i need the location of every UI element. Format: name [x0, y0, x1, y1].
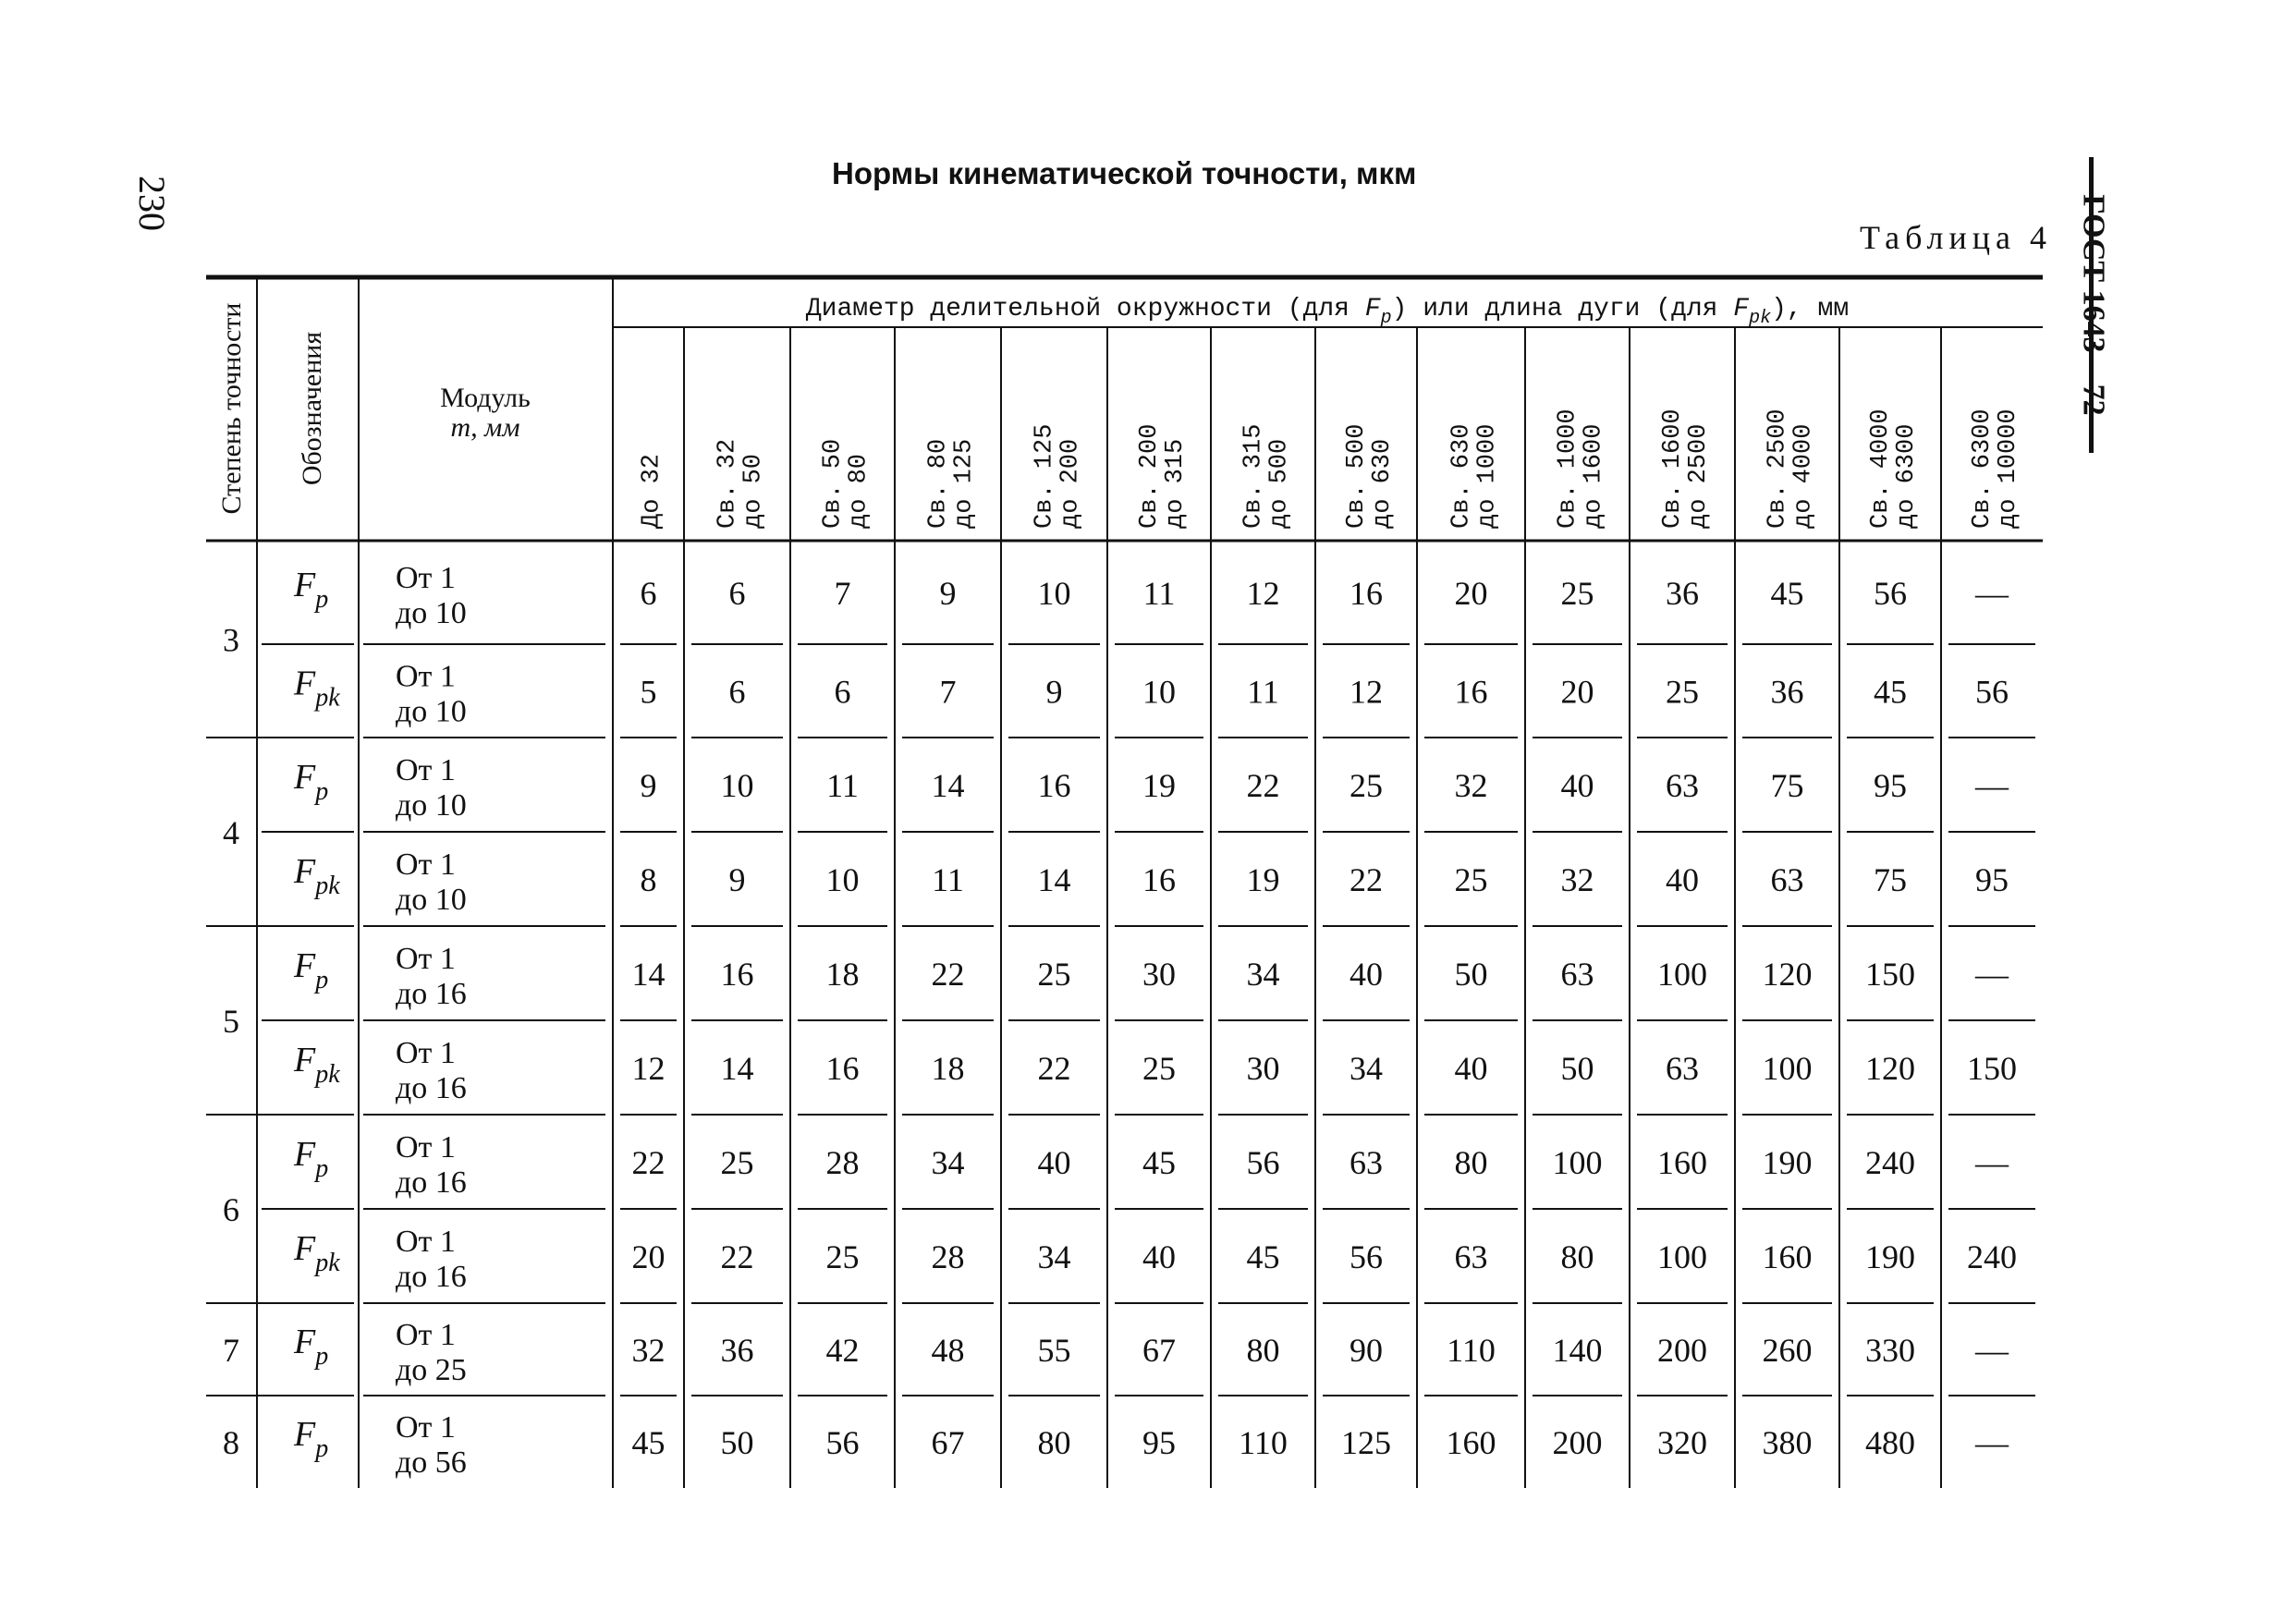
value-cell: 45	[1874, 673, 1907, 711]
value-cell: 6	[640, 575, 657, 612]
value-cell: 100	[1762, 1050, 1813, 1087]
value-cell: 95	[1975, 861, 2009, 898]
header-designation: Обозначения	[297, 331, 327, 486]
value-cell: 22	[720, 1238, 754, 1275]
value-cell: 56	[1246, 1144, 1280, 1181]
designation-subscript: pk	[315, 1249, 340, 1277]
value-cell: 18	[825, 956, 860, 993]
module-from: От 1	[396, 1036, 456, 1070]
value-cell: 22	[1350, 861, 1383, 898]
value-cell: 34	[1037, 1238, 1071, 1275]
value-cell: 32	[1454, 767, 1488, 804]
value-cell: 25	[825, 1238, 860, 1275]
value-cell: 200	[1657, 1332, 1707, 1369]
value-cell: 330	[1865, 1332, 1915, 1369]
value-cell: 40	[1142, 1238, 1176, 1275]
designation-symbol	[293, 1323, 328, 1371]
value-cell: 22	[1037, 1050, 1071, 1087]
value-cell: 120	[1762, 956, 1813, 993]
degree-label: 4	[223, 814, 239, 851]
page-number: 230	[131, 176, 174, 231]
range-header-13: Св. 4000	[1867, 409, 1895, 529]
value-cell: 9	[640, 767, 657, 804]
range-header-7: до 500	[1265, 438, 1294, 529]
value-cell: 12	[1350, 673, 1383, 711]
value-cell: 20	[1560, 673, 1594, 711]
designation-symbol	[293, 1135, 328, 1183]
range-header-13: до 6300	[1893, 423, 1921, 529]
value-cell: 160	[1446, 1424, 1496, 1461]
value-cell: 25	[1454, 861, 1488, 898]
degree-label: 6	[223, 1191, 239, 1228]
value-cell: 16	[720, 956, 754, 993]
designation-symbol	[293, 1415, 328, 1463]
range-header-5: Св. 125	[1031, 423, 1059, 529]
designation-symbol	[293, 946, 328, 994]
range-header-8: Св. 500	[1343, 423, 1371, 529]
value-cell: 16	[825, 1050, 860, 1087]
header-diameter-part: ) или длина дуги (для	[1391, 295, 1734, 323]
header-diameter-part: Диаметр делительной окружности (для	[805, 295, 1365, 323]
range-header-6: Св. 200	[1136, 423, 1164, 529]
designation-letter: F	[294, 1323, 316, 1361]
designation-letter: F	[294, 946, 316, 985]
value-cell: 16	[1142, 861, 1176, 898]
value-cell: 25	[1560, 575, 1594, 612]
value-cell: 11	[1142, 575, 1176, 612]
module-from: От 1	[396, 1130, 456, 1165]
value-cell: 22	[1246, 767, 1280, 804]
value-cell: 100	[1552, 1144, 1603, 1181]
value-cell: 90	[1350, 1332, 1383, 1369]
value-cell: 125	[1341, 1424, 1391, 1461]
designation-subscript: p	[315, 777, 329, 806]
designation-subscript: pk	[315, 1060, 340, 1089]
value-cell: 100	[1657, 1238, 1707, 1275]
value-cell: 120	[1865, 1050, 1915, 1087]
header-module-unit: m, мм	[450, 412, 520, 443]
header-diameter	[806, 295, 1849, 329]
value-cell: —	[1975, 1424, 2009, 1461]
designation-subscript: p	[315, 966, 329, 994]
value-cell: 40	[1350, 956, 1383, 993]
value-cell: 7	[939, 673, 957, 711]
value-cell: 56	[1350, 1238, 1383, 1275]
value-cell: 80	[1454, 1144, 1488, 1181]
value-cell: —	[1975, 1144, 2009, 1181]
value-cell: 22	[631, 1144, 666, 1181]
value-cell: 12	[1246, 575, 1280, 612]
value-cell: 14	[931, 767, 965, 804]
range-header-1: До 32	[638, 453, 666, 529]
module-to: до 10	[396, 883, 467, 917]
value-cell: 95	[1142, 1424, 1176, 1461]
value-cell: 28	[931, 1238, 965, 1275]
value-cell: 160	[1657, 1144, 1707, 1181]
module-from: От 1	[396, 848, 456, 882]
value-cell: 110	[1447, 1332, 1496, 1369]
value-cell: 32	[1560, 861, 1594, 898]
table-header	[216, 295, 2022, 529]
value-cell: 45	[1142, 1144, 1176, 1181]
value-cell: 190	[1865, 1238, 1915, 1275]
module-to: до 16	[396, 1071, 467, 1105]
module-to: до 16	[396, 1260, 467, 1294]
value-cell: 200	[1552, 1424, 1603, 1461]
designation-symbol	[293, 758, 328, 806]
value-cell: 20	[1454, 575, 1488, 612]
value-cell: 32	[631, 1332, 666, 1369]
value-cell: 380	[1762, 1424, 1813, 1461]
value-cell: 45	[631, 1424, 666, 1461]
value-cell: 50	[1454, 956, 1488, 993]
range-header-6: до 315	[1162, 438, 1190, 529]
designation-letter: F	[294, 1229, 316, 1268]
value-cell: 25	[1037, 956, 1071, 993]
page-title: Нормы кинематической точности, мкм	[832, 156, 1417, 190]
value-cell: 28	[825, 1144, 860, 1181]
range-header-2: Св. 32	[714, 438, 742, 529]
value-cell: 30	[1246, 1050, 1280, 1087]
value-cell: 18	[931, 1050, 965, 1087]
value-cell: 95	[1874, 767, 1907, 804]
value-cell: 50	[1560, 1050, 1594, 1087]
value-cell: 20	[631, 1238, 666, 1275]
value-cell: 55	[1037, 1332, 1071, 1369]
value-cell: 9	[1045, 673, 1063, 711]
value-cell: 40	[1560, 767, 1594, 804]
value-cell: 80	[1246, 1332, 1280, 1369]
value-cell: 320	[1657, 1424, 1707, 1461]
value-cell: 14	[1037, 861, 1071, 898]
value-cell: 25	[1142, 1050, 1176, 1087]
module-from: От 1	[396, 942, 456, 976]
value-cell: 30	[1142, 956, 1176, 993]
value-cell: 34	[1350, 1050, 1383, 1087]
value-cell: 67	[931, 1424, 965, 1461]
range-header-9: Св. 630	[1447, 423, 1476, 529]
module-to: до 10	[396, 788, 467, 823]
degree-label: 3	[223, 621, 239, 659]
header-diameter-part: p	[1380, 308, 1392, 329]
value-cell: 16	[1350, 575, 1383, 612]
value-cell: 14	[631, 956, 666, 993]
module-from: От 1	[396, 753, 456, 787]
module-from: От 1	[396, 561, 456, 595]
value-cell: 56	[1975, 673, 2009, 711]
value-cell: 6	[834, 673, 851, 711]
value-cell: 5	[640, 673, 657, 711]
value-cell: 45	[1770, 575, 1804, 612]
value-cell: 63	[1666, 767, 1699, 804]
value-cell: 10	[1142, 673, 1176, 711]
degree-label: 7	[223, 1332, 239, 1369]
value-cell: 48	[931, 1332, 965, 1369]
degree-label: 5	[223, 1003, 239, 1040]
header-module: Модуль	[440, 383, 531, 413]
range-header-14: до 10000	[1995, 409, 2022, 529]
value-cell: 6	[728, 673, 746, 711]
value-cell: 36	[720, 1332, 754, 1369]
table-label: Таблица 4	[1860, 219, 2052, 256]
value-cell: 6	[728, 575, 746, 612]
module-to: до 10	[396, 596, 467, 630]
header-degree: Степень точности	[216, 302, 247, 515]
module-from: От 1	[396, 1318, 456, 1352]
header-diameter-part: F	[1364, 295, 1381, 323]
value-cell: 25	[720, 1144, 754, 1181]
range-header-2: до 50	[739, 453, 768, 529]
range-header-3: до 80	[845, 453, 873, 529]
designation-subscript: p	[315, 1342, 329, 1371]
value-cell: 36	[1666, 575, 1699, 612]
designation-letter: F	[294, 1041, 316, 1079]
range-header-12: до 4000	[1789, 423, 1818, 529]
value-cell: 80	[1037, 1424, 1071, 1461]
designation-letter: F	[294, 566, 316, 604]
value-cell: 42	[825, 1332, 860, 1369]
value-cell: 10	[825, 861, 860, 898]
value-cell: 10	[1037, 575, 1071, 612]
range-header-12: Св. 2500	[1764, 409, 1792, 529]
range-header-4: Св. 80	[924, 438, 953, 529]
value-cell: 16	[1454, 673, 1488, 711]
header-diameter-part: F	[1733, 295, 1750, 323]
value-cell: 11	[826, 767, 859, 804]
value-cell: —	[1975, 956, 2009, 993]
value-cell: 19	[1246, 861, 1280, 898]
range-header-3: Св. 50	[819, 438, 848, 529]
standard-label: ГОСТ 1643—72	[2077, 194, 2112, 416]
designation-subscript: p	[315, 585, 329, 614]
value-cell: 100	[1657, 956, 1707, 993]
module-to: до 56	[396, 1445, 467, 1480]
value-cell: 190	[1762, 1144, 1813, 1181]
value-cell: 16	[1037, 767, 1071, 804]
designation-letter: F	[294, 1135, 316, 1174]
value-cell: 11	[932, 861, 964, 898]
value-cell: 56	[825, 1424, 860, 1461]
value-cell: 34	[931, 1144, 965, 1181]
value-cell: 63	[1666, 1050, 1699, 1087]
value-cell: —	[1975, 767, 2009, 804]
range-header-10: до 1600	[1580, 423, 1608, 529]
value-cell: 63	[1454, 1238, 1488, 1275]
module-to: до 16	[396, 1165, 467, 1200]
value-cell: 22	[931, 956, 965, 993]
module-to: до 10	[396, 694, 467, 729]
value-cell: 260	[1762, 1332, 1813, 1369]
designation-letter: F	[294, 758, 316, 797]
value-cell: 40	[1037, 1144, 1071, 1181]
value-cell: 240	[1865, 1144, 1915, 1181]
value-cell: 12	[631, 1050, 666, 1087]
value-cell: 7	[834, 575, 851, 612]
value-cell: 75	[1874, 861, 1907, 898]
value-cell: 34	[1246, 956, 1280, 993]
value-cell: 36	[1770, 673, 1804, 711]
value-cell: 110	[1239, 1424, 1288, 1461]
module-from: От 1	[396, 1410, 456, 1445]
range-header-8: до 630	[1369, 438, 1397, 529]
value-cell: 25	[1666, 673, 1699, 711]
value-cell: 63	[1770, 861, 1804, 898]
value-cell: 45	[1246, 1238, 1280, 1275]
value-cell: 40	[1454, 1050, 1488, 1087]
value-cell: 11	[1247, 673, 1279, 711]
value-cell: 50	[720, 1424, 754, 1461]
range-header-7: Св. 315	[1240, 423, 1268, 529]
value-cell: 67	[1142, 1332, 1176, 1369]
value-cell: 150	[1865, 956, 1915, 993]
designation-symbol	[293, 665, 340, 713]
designation-subscript: pk	[315, 683, 340, 713]
value-cell: —	[1975, 1332, 2009, 1369]
module-to: до 25	[396, 1353, 467, 1387]
header-diameter-part: ), мм	[1771, 295, 1850, 323]
module-to: до 16	[396, 977, 467, 1011]
value-cell: 63	[1560, 956, 1594, 993]
value-cell: 9	[939, 575, 957, 612]
value-cell: 8	[640, 861, 657, 898]
value-cell: 40	[1666, 861, 1699, 898]
module-from: От 1	[396, 659, 456, 694]
designation-symbol	[293, 852, 340, 900]
value-cell: 150	[1967, 1050, 2017, 1087]
value-cell: 9	[728, 861, 746, 898]
range-header-11: до 2500	[1685, 423, 1713, 529]
designation-letter: F	[294, 1415, 316, 1454]
value-cell: 160	[1762, 1238, 1813, 1275]
value-cell: 63	[1350, 1144, 1383, 1181]
designation-letter: F	[294, 664, 316, 703]
value-cell: 480	[1865, 1424, 1915, 1461]
value-cell: 56	[1874, 575, 1907, 612]
value-cell: 10	[720, 767, 754, 804]
header-diameter-part: pk	[1749, 308, 1772, 329]
designation-letter: F	[294, 852, 316, 891]
value-cell: 25	[1350, 767, 1383, 804]
range-header-4: до 125	[950, 438, 979, 529]
range-header-5: до 200	[1056, 438, 1085, 529]
value-cell: 19	[1142, 767, 1176, 804]
value-cell: 14	[720, 1050, 754, 1087]
range-header-11: Св. 1600	[1659, 409, 1687, 529]
designation-subscript: pk	[315, 872, 340, 900]
range-header-10: Св. 1000	[1554, 409, 1582, 529]
range-header-9: до 1000	[1473, 423, 1502, 529]
value-cell: 240	[1967, 1238, 2017, 1275]
value-cell: 80	[1560, 1238, 1594, 1275]
value-cell: 140	[1552, 1332, 1603, 1369]
value-cell: 75	[1770, 767, 1804, 804]
value-cell: —	[1975, 575, 2009, 612]
designation-symbol	[293, 566, 328, 614]
designation-symbol	[293, 1229, 340, 1277]
range-header-14: Св. 6300	[1969, 409, 1997, 529]
degree-label: 8	[223, 1424, 239, 1461]
designation-symbol	[293, 1041, 340, 1089]
designation-subscript: p	[315, 1434, 329, 1463]
designation-subscript: p	[315, 1154, 329, 1183]
module-from: От 1	[396, 1225, 456, 1259]
